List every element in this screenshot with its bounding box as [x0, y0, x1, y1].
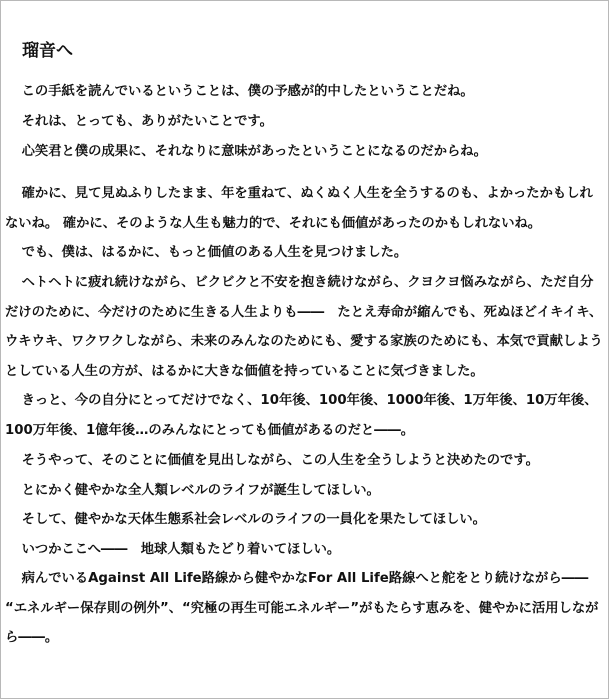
- paragraph: 確かに、見て見ぬふりしたまま、年を重ねて、ぬくぬく人生を全うするのも、よかったかもしれないね。 確かに、そのような人生も魅力的で、それにも価値があったのかもしれないね。: [5, 186, 593, 231]
- paragraph: とにかく健やかな全人類レベルのライフが誕生してほしい。: [21, 483, 380, 498]
- paragraph: 心笑君と僕の成果に、それなりに意味があったということになるのだからね。: [21, 144, 487, 159]
- paragraph: でも、僕は、はるかに、もっと価値のある人生を見つけました。: [21, 245, 408, 260]
- paragraph: それは、とっても、ありがたいことです。: [21, 114, 273, 129]
- paragraph: この手紙を読んでいるということは、僕の予感が的中したということだね。: [21, 84, 474, 99]
- paragraph: 病んでいるAgainst All Life路線から健やかなFor All Life路線へと舵をとり続けながら―― “エネルギー保存則の例外”、“究極の再生可能エネルギー”がもたらす恵みを、健やかに活用しながら――。: [5, 571, 602, 646]
- paragraph: いつかここへ―― 地球人類もたどり着いてほしい。: [21, 542, 341, 557]
- paragraph: きっと、今の自分にとってだけでなく、10年後、100年後、1000年後、1万年後、10万年後、100万年後、1億年後…のみんなにとっても価値があるのだと――。: [5, 393, 598, 438]
- letter-greeting: 瑠音へ: [22, 41, 73, 61]
- paragraph: ヘトヘトに疲れ続けながら、ビクビクと不安を抱き続けながら、クヨクヨ悩みながら、ただ自分だけのために、今だけのために生きる人生よりも―― たとえ寿命が縮んでも、死ぬほどイキイキ、ウキウキ、ワクワクしながら、未来のみんなのためにも、愛する家族のためにも、本気で貢献しようとしている人生の方が、はるかに大きな価値を持っていることに気づきました。: [5, 275, 603, 379]
- paragraph: そして、健やかな天体生態系社会レベルのライフの一員化を果たしてほしい。: [21, 512, 486, 527]
- paragraph: そうやって、そのことに価値を見出しながら、この人生を全うしようと決めたのです。: [21, 453, 539, 468]
